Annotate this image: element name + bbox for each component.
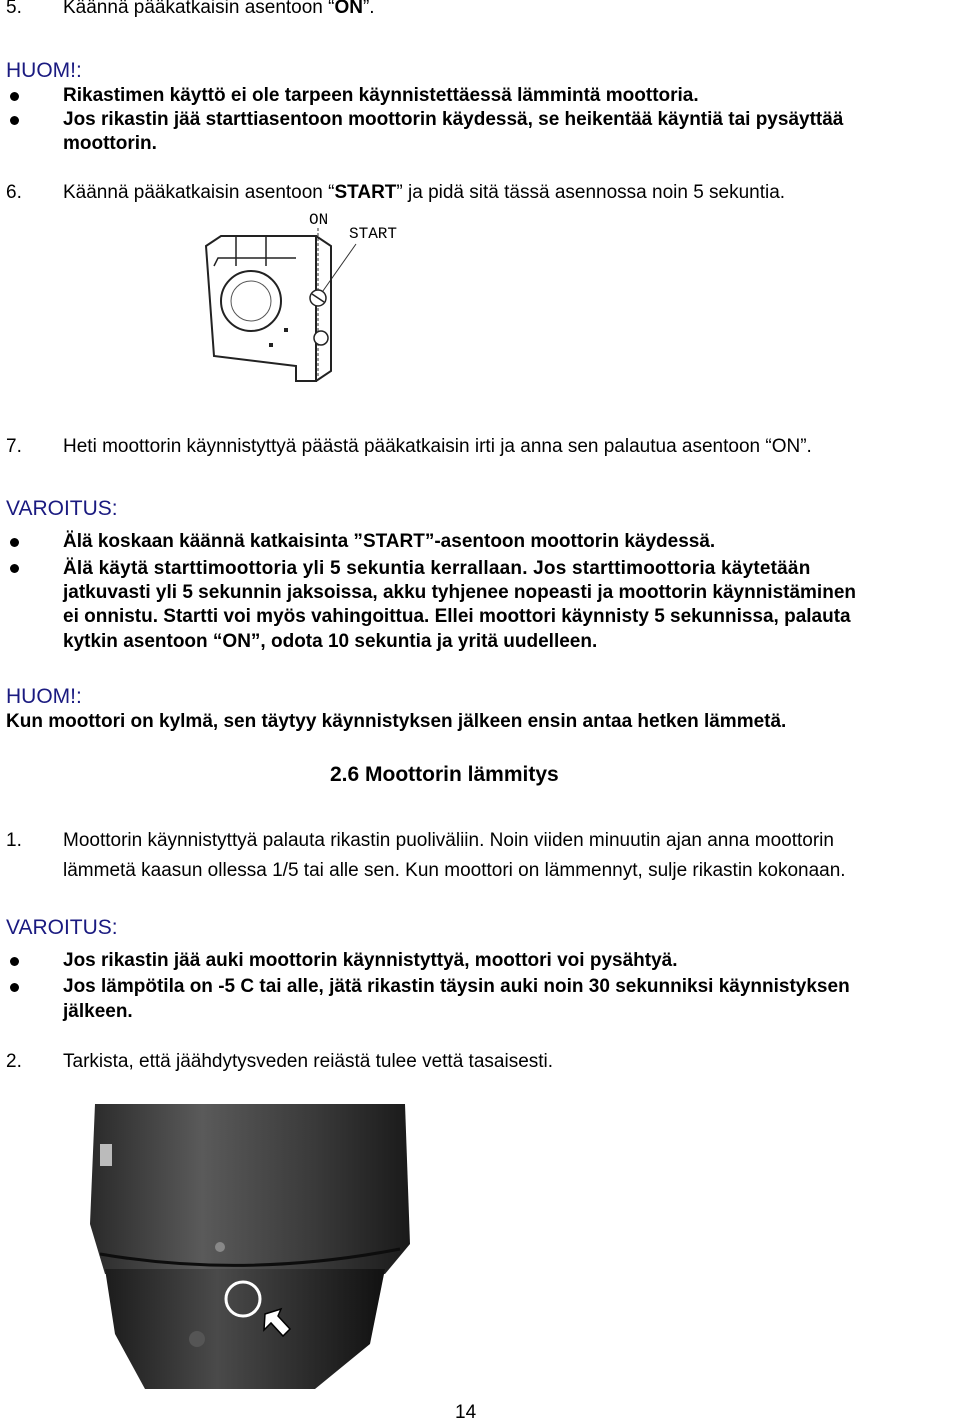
- warning2-title: VAROITUS:: [6, 916, 118, 939]
- step1-line2: lämmetä kaasun ollessa 1/5 tai alle sen. Kun moottori on lämmennyt, sulje rikastin kokonaan.: [63, 860, 846, 881]
- note1-bullet-1: [10, 92, 19, 101]
- warning1-item-1-post: ”-asentoon moottorin käydessä.: [424, 531, 716, 552]
- note1-title: HUOM!:: [6, 59, 82, 82]
- warning1-item-2-line1: Älä käytä starttimoottoria yli 5 sekuntia kerrallaan. Jos starttimoottoria käytetään: [63, 558, 811, 579]
- figure-label-start: START: [349, 225, 398, 243]
- page-number: 14: [455, 1402, 477, 1423]
- warning2-bullet-2: [10, 983, 19, 992]
- note1-item-1: Rikastimen käyttö ei ole tarpeen käynnistettäessä lämmintä moottoria.: [63, 85, 699, 106]
- warning1-item-1-start: START: [362, 531, 425, 552]
- section-heading: 2.6 Moottorin lämmitys: [330, 763, 559, 786]
- step5-number: 5.: [6, 0, 22, 18]
- note1-item-2-cont: moottorin.: [63, 133, 157, 154]
- warning1-bullet-1: [10, 538, 19, 547]
- warning1-item-1: [63, 530, 715, 554]
- step5-post: ”.: [362, 0, 375, 18]
- step6-pre: Käännä pääkatkaisin asentoon “: [63, 182, 335, 203]
- warning1-title: VAROITUS:: [6, 497, 118, 520]
- figure-label-on: ON: [309, 211, 329, 229]
- step7-number: 7.: [6, 436, 22, 457]
- key-switch-figure: [196, 206, 436, 386]
- warning1-bullet-2: [10, 564, 19, 573]
- step2-number: 2.: [6, 1051, 22, 1072]
- step6-number: 6.: [6, 182, 22, 203]
- note1-item-2: Jos rikastin jää starttiasentoon moottorin käydessä, se heikentää käyntiä tai pysäyttää: [63, 109, 844, 130]
- step6-post: ” ja pidä sitä tässä asennossa noin 5 sekuntia.: [396, 182, 786, 203]
- step6-start: START: [334, 182, 397, 203]
- warning1-item-2-line4-post: ”, odota 10 sekuntia ja yritä uudelleen.: [250, 631, 598, 652]
- step1-line1: Moottorin käynnistyttyä palauta rikastin puoliväliin. Noin viiden minuutin ajan anna moottorin: [63, 830, 834, 851]
- warning1-item-2-line4-pre: kytkin asentoon “: [63, 631, 223, 652]
- warning1-item-1-pre: Älä koskaan käännä katkaisinta ”: [63, 531, 363, 552]
- warning2-bullet-1: [10, 957, 19, 966]
- warning1-item-2-line3: ei onnistu. Startti voi myös vahingoittua. Ellei moottori käynnisty 5 sekunnissa, palauta: [63, 606, 851, 627]
- note2-title: HUOM!:: [6, 685, 82, 708]
- warning1-item-2-line2: jatkuvasti yli 5 sekunnin jaksoissa, akku tyhjenee nopeasti ja moottorin käynnistäminen: [63, 582, 856, 603]
- warning1-item-2-line4-on: ON: [222, 631, 251, 652]
- step5-on: ON: [334, 0, 363, 18]
- outboard-motor-photo: [85, 1104, 415, 1389]
- step5-text: [63, 0, 375, 20]
- step5-pre: Käännä pääkatkaisin asentoon “: [63, 0, 335, 18]
- warning1-item-2-line4: [63, 630, 597, 654]
- step1-number: 1.: [6, 830, 22, 851]
- warning2-item-2-line2: jälkeen.: [63, 1001, 133, 1022]
- step6-text: [63, 181, 785, 205]
- warning2-item-1: Jos rikastin jää auki moottorin käynnistyttyä, moottori voi pysähtyä.: [63, 950, 678, 971]
- step2-text: Tarkista, että jäähdytysveden reiästä tulee vettä tasaisesti.: [63, 1051, 554, 1072]
- warning2-item-2-line1: Jos lämpötila on -5 C tai alle, jätä rikastin täysin auki noin 30 sekunniksi käynnistyksen: [63, 976, 850, 997]
- step7-text: Heti moottorin käynnistyttyä päästä pääkatkaisin irti ja anna sen palautua asentoon “ON”.: [63, 436, 812, 457]
- note1-bullet-2: [10, 116, 19, 125]
- note2-text: Kun moottori on kylmä, sen täytyy käynnistyksen jälkeen ensin antaa hetken lämmetä.: [6, 711, 787, 732]
